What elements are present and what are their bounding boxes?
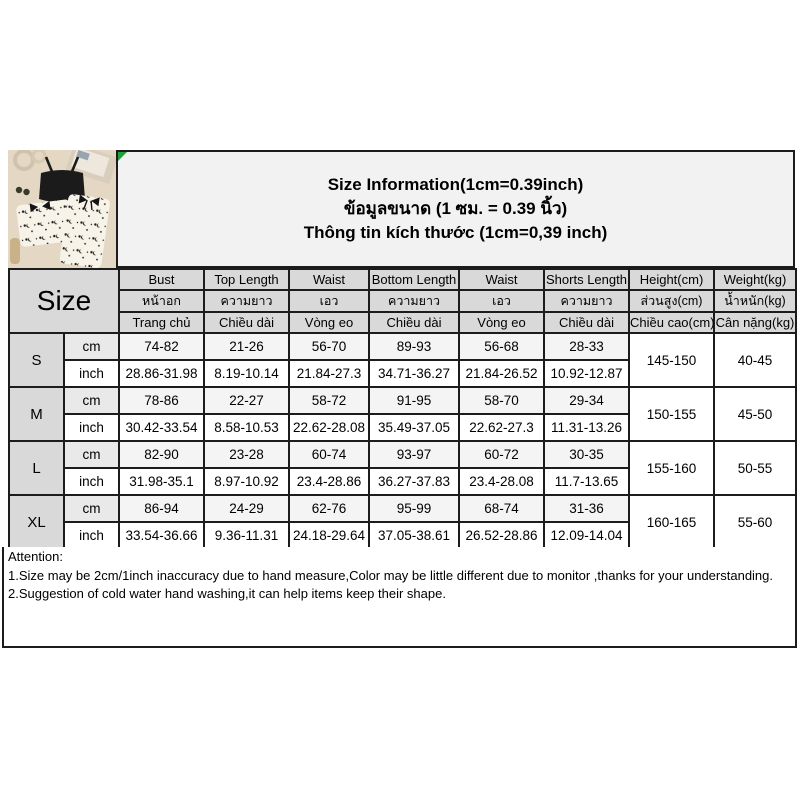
title-box xyxy=(116,150,795,268)
header-waist-th: เอว xyxy=(289,290,369,312)
value-cell: 29-34 xyxy=(544,387,629,414)
size-header-cell: Size xyxy=(9,269,119,333)
header-top-length-en: Top Length xyxy=(204,269,289,290)
header-shorts-length-en: Shorts Length xyxy=(544,269,629,290)
value-cell: 9.36-11.31 xyxy=(204,522,289,549)
product-photo xyxy=(8,150,116,268)
title-vietnamese: Thông tin kích thước (1cm=0,39 inch) xyxy=(303,223,608,242)
header-weight-th: น้ำหนัก(kg) xyxy=(714,290,796,312)
value-cell: 95-99 xyxy=(369,495,459,522)
value-cell: 56-70 xyxy=(289,333,369,360)
value-cell: 23.4-28.86 xyxy=(289,468,369,495)
value-cell: 58-72 xyxy=(289,387,369,414)
title-english: Size Information(1cm=0.39inch) xyxy=(327,175,584,194)
value-cell: 34.71-36.27 xyxy=(369,360,459,387)
value-cell: 24.18-29.64 xyxy=(289,522,369,549)
header-waist-en: Waist xyxy=(289,269,369,290)
unit-cm-label: cm xyxy=(64,441,119,468)
value-cell: 68-74 xyxy=(459,495,544,522)
size-label-xl: XL xyxy=(9,495,64,549)
header-height-vi: Chiều cao(cm) xyxy=(629,312,714,333)
value-cell: 82-90 xyxy=(119,441,204,468)
attention-heading: Attention: xyxy=(8,549,63,564)
value-cell: 22.62-28.08 xyxy=(289,414,369,441)
value-cell: 86-94 xyxy=(119,495,204,522)
value-cell: 23-28 xyxy=(204,441,289,468)
header-weight-en: Weight(kg) xyxy=(714,269,796,290)
size-label-s: S xyxy=(9,333,64,387)
header-weight-vi: Cân nặng(kg) xyxy=(714,312,796,333)
value-cell: 93-97 xyxy=(369,441,459,468)
attention-note-1: 1.Size may be 2cm/1inch inaccuracy due to hand measure,Color may be little different due to monitor ,thanks for your understanding. xyxy=(8,567,774,583)
table-row-m-cm xyxy=(9,387,796,414)
value-cell: 30-35 xyxy=(544,441,629,468)
header-shorts-length-vi: Chiều dài xyxy=(544,312,629,333)
weight-cell: 50-55 xyxy=(714,441,796,495)
attention-box xyxy=(2,547,797,648)
title-thai: ข้อมูลขนาด (1 ซม. = 0.39 นิ้ว) xyxy=(343,199,568,218)
value-cell: 10.92-12.87 xyxy=(544,360,629,387)
value-cell: 23.4-28.08 xyxy=(459,468,544,495)
value-cell: 60-72 xyxy=(459,441,544,468)
value-cell: 35.49-37.05 xyxy=(369,414,459,441)
value-cell: 28.86-31.98 xyxy=(119,360,204,387)
unit-cm-label: cm xyxy=(64,495,119,522)
value-cell: 30.42-33.54 xyxy=(119,414,204,441)
pajama-set-image xyxy=(8,150,116,268)
unit-inch-label: inch xyxy=(64,414,119,441)
value-cell: 31.98-35.1 xyxy=(119,468,204,495)
value-cell: 22-27 xyxy=(204,387,289,414)
value-cell: 8.19-10.14 xyxy=(204,360,289,387)
value-cell: 28-33 xyxy=(544,333,629,360)
weight-cell: 55-60 xyxy=(714,495,796,549)
value-cell: 8.97-10.92 xyxy=(204,468,289,495)
header-waist2-en: Waist xyxy=(459,269,544,290)
attention-note-2: 2.Suggestion of cold water hand washing,it can help items keep their shape. xyxy=(8,586,446,601)
header-top-length-vi: Chiều dài xyxy=(204,312,289,333)
unit-cm-label: cm xyxy=(64,387,119,414)
unit-cm-label: cm xyxy=(64,333,119,360)
size-label-l: L xyxy=(9,441,64,495)
header-bust-th: หน้าอก xyxy=(119,290,204,312)
value-cell: 58-70 xyxy=(459,387,544,414)
header-height-en: Height(cm) xyxy=(629,269,714,290)
header-bottom-length-en: Bottom Length xyxy=(369,269,459,290)
value-cell: 21.84-27.3 xyxy=(289,360,369,387)
value-cell: 12.09-14.04 xyxy=(544,522,629,549)
weight-cell: 45-50 xyxy=(714,387,796,441)
value-cell: 62-76 xyxy=(289,495,369,522)
value-cell: 24-29 xyxy=(204,495,289,522)
value-cell: 31-36 xyxy=(544,495,629,522)
value-cell: 74-82 xyxy=(119,333,204,360)
header-waist2-vi: Vòng eo xyxy=(459,312,544,333)
header-bottom-length-vi: Chiều dài xyxy=(369,312,459,333)
header-row-vi xyxy=(9,312,796,333)
header-row-th xyxy=(9,290,796,312)
table-row-l-cm xyxy=(9,441,796,468)
unit-inch-label: inch xyxy=(64,468,119,495)
height-cell: 155-160 xyxy=(629,441,714,495)
header-bottom-length-th: ความยาว xyxy=(369,290,459,312)
value-cell: 22.62-27.3 xyxy=(459,414,544,441)
value-cell: 11.7-13.65 xyxy=(544,468,629,495)
height-cell: 150-155 xyxy=(629,387,714,441)
unit-inch-label: inch xyxy=(64,360,119,387)
value-cell: 78-86 xyxy=(119,387,204,414)
height-cell: 145-150 xyxy=(629,333,714,387)
green-corner-marker-icon xyxy=(118,152,127,161)
top-section xyxy=(8,150,795,268)
value-cell: 36.27-37.83 xyxy=(369,468,459,495)
header-waist-vi: Vòng eo xyxy=(289,312,369,333)
header-shorts-length-th: ความยาว xyxy=(544,290,629,312)
value-cell: 60-74 xyxy=(289,441,369,468)
unit-inch-label: inch xyxy=(64,522,119,549)
value-cell: 37.05-38.61 xyxy=(369,522,459,549)
value-cell: 11.31-13.26 xyxy=(544,414,629,441)
value-cell: 89-93 xyxy=(369,333,459,360)
header-bust-vi: Trang chủ xyxy=(119,312,204,333)
table-row-s-cm xyxy=(9,333,796,360)
header-height-th: ส่วนสูง(cm) xyxy=(629,290,714,312)
header-waist2-th: เอว xyxy=(459,290,544,312)
weight-cell: 40-45 xyxy=(714,333,796,387)
value-cell: 21.84-26.52 xyxy=(459,360,544,387)
value-cell: 33.54-36.66 xyxy=(119,522,204,549)
header-row-en xyxy=(9,269,796,290)
header-bust-en: Bust xyxy=(119,269,204,290)
size-label-m: M xyxy=(9,387,64,441)
table-row-xl-cm xyxy=(9,495,796,522)
height-cell: 160-165 xyxy=(629,495,714,549)
header-top-length-th: ความยาว xyxy=(204,290,289,312)
value-cell: 56-68 xyxy=(459,333,544,360)
value-cell: 8.58-10.53 xyxy=(204,414,289,441)
value-cell: 26.52-28.86 xyxy=(459,522,544,549)
value-cell: 91-95 xyxy=(369,387,459,414)
size-table xyxy=(8,268,797,550)
value-cell: 21-26 xyxy=(204,333,289,360)
